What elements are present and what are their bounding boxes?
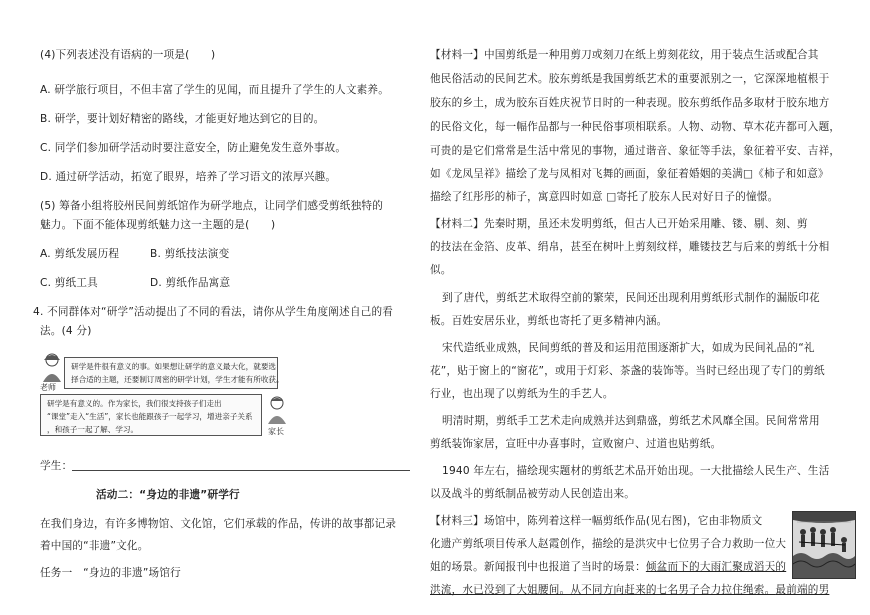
teacher-bubble-line2: 择合适的主题，还要制订周密的研学计划，学生才能有所收获。 xyxy=(71,375,284,384)
parent-bubble-line1: 研学是有意义的。作为家长，我们很支持孩子们走出 xyxy=(47,399,222,408)
material3-line2: 化遗产剪纸项目传承人赵霞创作，描绘的是洪灾中七位男子合力救助一位大 xyxy=(430,538,787,550)
left-column xyxy=(0,0,430,615)
teacher-figure-icon xyxy=(40,352,64,382)
material1-line3: 胶东的乡土，成为胶东百姓庆祝节日时的一种表现。胶东剪纸作品多取材于胶东地方 xyxy=(430,97,830,109)
parent-figure-icon xyxy=(266,396,288,424)
parent-bubble-line3: ，和孩子一起了解、学习。 xyxy=(47,425,139,434)
year1940-paragraph-line2: 以及战斗的剪纸制品被劳动人民创造出来。 xyxy=(430,488,636,500)
material1-line2: 他民俗活动的民间艺术。胶东剪纸是我国剪纸艺术的重要派别之一，它深深地植根于 xyxy=(430,73,830,85)
q5-option-b: B. 剪纸技法演变 xyxy=(150,248,230,260)
right-column xyxy=(430,0,870,615)
student-label: 学生： xyxy=(40,460,73,472)
q4-option-a: A. 研学旅行项目，不但丰富了学生的见闻，而且提升了学生的人文素养。 xyxy=(40,84,389,96)
q5-option-d: D. 剪纸作品寓意 xyxy=(150,277,231,289)
parent-speech-bubble xyxy=(40,394,262,436)
activity-intro-line1: 在我们身边，有许多博物馆、文化馆，它们承载的作品，传讲的故事都记录 xyxy=(40,518,397,530)
question-4-line2: 法。(4 分) xyxy=(40,325,92,337)
papercut-artwork-image xyxy=(792,511,856,579)
tang-paragraph-line2: 板。百姓安居乐业，剪纸也寄托了更多精神内涵。 xyxy=(430,315,668,327)
material3-line4-underlined-b: 最前端的男 xyxy=(775,584,830,596)
material3-line3 xyxy=(430,559,786,574)
material2-line3: 似。 xyxy=(430,264,452,276)
task-one-title: 任务一 “身边的非遗”场馆行 xyxy=(40,567,181,579)
q5-option-c: C. 剪纸工具 xyxy=(40,277,98,289)
q4-option-c: C. 同学们参加研学活动时要注意安全，防止避免发生意外事故。 xyxy=(40,142,347,154)
q4-stem: (4)下列表述没有语病的一项是( ) xyxy=(40,49,216,61)
ming-paragraph-line2: 剪纸装饰家居，宣旺中办喜事时，宣败窗户、过道也贴剪纸。 xyxy=(430,438,722,450)
teacher-speech-bubble xyxy=(64,357,284,389)
teacher-bubble-line1: 研学是件很有意义的事。如果想让研学的意义最大化，就要选 xyxy=(71,362,277,371)
material1-line7: 描绘了红彤彤的柿子，寓意四时如意 □寄托了胶东人民对好日子的憧憬。 xyxy=(430,191,779,203)
parent-bubble-line2: “课堂”走入“生活”，家长也能跟孩子一起学习，增进亲子关系 xyxy=(47,412,253,421)
activity-intro-line2: 着中国的“非遗”文化。 xyxy=(40,540,149,552)
material3-line3-text: 姐的场景。新闻报刊中也报道了当时的场景： xyxy=(430,561,646,573)
q5-option-a: A. 剪纸发展历程 xyxy=(40,248,120,260)
activity-two-title: 活动二：“身边的非遗”研学行 xyxy=(96,489,240,501)
question-4-line1: 4. 不同群体对“研学”活动提出了不同的看法，请你从学生角度阐述自己的看 xyxy=(33,306,394,318)
year1940-paragraph-line1: 1940 年左右，描绘现实题材的剪纸艺术品开始出现。一大批描绘人民生产、生活 xyxy=(442,465,830,477)
ming-paragraph-line1: 明清时期，剪纸手工艺术走向成熟并达到鼎盛，剪纸艺术风靡全国。民间常常用 xyxy=(442,415,820,427)
q4-option-d: D. 通过研学活动，拓宽了眼界，培养了学习语文的浓厚兴趣。 xyxy=(40,171,337,183)
material3-line4 xyxy=(430,582,829,597)
tang-paragraph-line1: 到了唐代，剪纸艺术取得空前的繁荣，民间还出现利用剪纸形式制作的漏版印花 xyxy=(442,292,820,304)
teacher-label: 老师 xyxy=(40,383,56,392)
q5-stem-line1: (5) 筹备小组将胶州民间剪纸馆作为研学地点，让同学们感受剪纸独特的 xyxy=(40,200,383,212)
papercut-flood-rescue-icon xyxy=(793,512,855,578)
material1-line1: 【材料一】中国剪纸是一种用剪刀或刻刀在纸上剪刻花纹，用于装点生活或配合其 xyxy=(430,49,819,61)
material3-line4-underlined-a: 洪流，水已没到了大姐腰间。从不同方向赶来的七名男子合力拉住绳索。 xyxy=(430,584,776,596)
student-answer-line[interactable] xyxy=(72,470,410,471)
song-paragraph-line3: 行业，也出现了以剪纸为生的手艺人。 xyxy=(430,388,614,400)
q5-stem-line2: 魅力。下面不能体现剪纸魅力这一主题的是( ) xyxy=(40,219,276,231)
parent-label: 家长 xyxy=(268,427,284,436)
material1-line5: 可贵的是它们常常是生活中常见的事物，通过谐音、象征等手法，象征着平安、吉祥， xyxy=(430,145,841,157)
q4-option-b: B. 研学，要计划好精密的路线，才能更好地达到它的目的。 xyxy=(40,113,325,125)
material2-line2: 的技法在金箔、皮革、绢帛，甚至在树叶上剪刻纹样，雕镂技艺与后来的剪纸十分相 xyxy=(430,241,830,253)
song-paragraph-line2: 花”，贴于窗上的“窗花”，或用于灯彩、茶盏的装饰等。当时已经出现了专门的剪纸 xyxy=(430,365,825,377)
material1-line6: 如《龙凤呈祥》描绘了龙与凤相对飞舞的画面，象征着婚姻的美满□《柿子和如意》 xyxy=(430,168,829,180)
song-paragraph-line1: 宋代造纸业成熟，民间剪纸的普及和运用范围逐渐扩大，如成为民间礼品的“礼 xyxy=(442,342,815,354)
material3-line3-underlined: 倾盆而下的大雨汇聚成滔天的 xyxy=(645,561,787,573)
material3-line1: 【材料三】场馆中，陈列着这样一幅剪纸作品(见右图)，它由非物质文 xyxy=(430,515,763,527)
material1-line4: 的民俗文化，每一幅作品都与一种民俗事项相联系。人物、动物、草木花卉都可入题， xyxy=(430,121,841,133)
material2-line1: 【材料二】先秦时期，虽还未发明剪纸，但古人已开始采用雕、镂、剔、刻、剪 xyxy=(430,218,808,230)
